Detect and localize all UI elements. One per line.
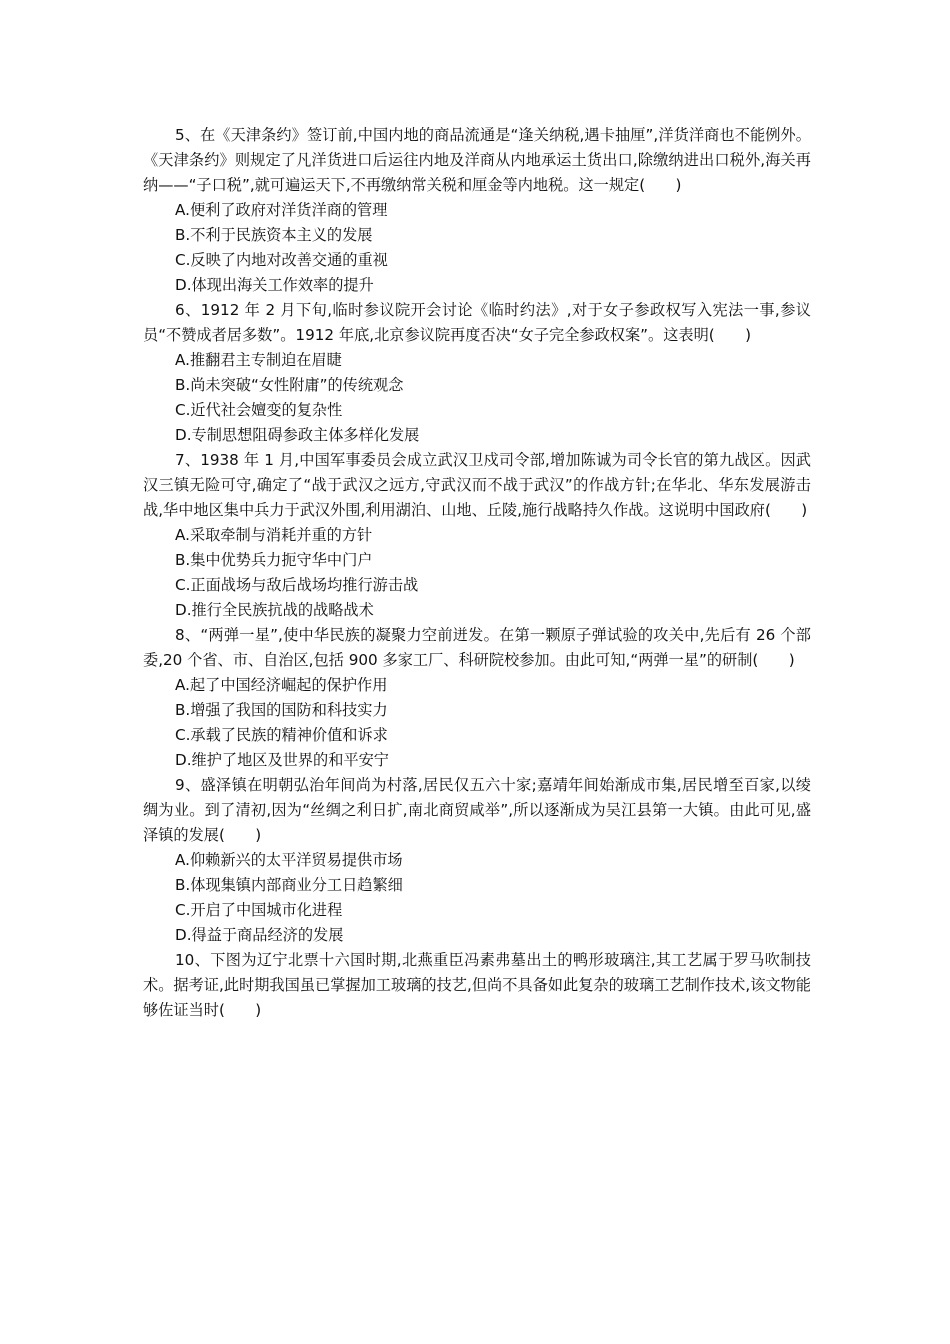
question-7 xyxy=(143,448,811,623)
option-d: D.得益于商品经济的发展 xyxy=(175,926,344,944)
question-6 xyxy=(143,298,811,448)
option-d: D.推行全民族抗战的战略战术 xyxy=(175,601,374,619)
question-list xyxy=(143,123,811,1023)
question-10 xyxy=(143,948,811,1023)
option-c: C.反映了内地对改善交通的重视 xyxy=(175,251,388,269)
option-a: A.仰赖新兴的太平洋贸易提供市场 xyxy=(175,851,403,869)
option-c: C.承载了民族的精神价值和诉求 xyxy=(175,726,388,744)
option-c: C.近代社会嬗变的复杂性 xyxy=(175,401,343,419)
option-d: D.维护了地区及世界的和平安宁 xyxy=(175,751,389,769)
option-c: C.开启了中国城市化进程 xyxy=(175,901,343,919)
option-b: B.增强了我国的国防和科技实力 xyxy=(175,701,388,719)
question-stem: 7、1938 年 1 月,中国军事委员会成立武汉卫戍司令部,增加陈诚为司令长官的第九战区。因武汉三镇无险可守,确定了“战于武汉之远方,守武汉而不战于武汉”的作战方针;在华北、华东发展游击战,华中地区集中兵力于武汉外围,利用湖泊、山地、丘陵,施行战略持久作战。这说明中国政府( ) xyxy=(143,451,811,519)
option-c: C.正面战场与敌后战场均推行游击战 xyxy=(175,576,419,594)
option-b: B.体现集镇内部商业分工日趋繁细 xyxy=(175,876,403,894)
option-d: D.体现出海关工作效率的提升 xyxy=(175,276,374,294)
question-stem: 6、1912 年 2 月下旬,临时参议院开会讨论《临时约法》,对于女子参政权写入宪法一事,参议员“不赞成者居多数”。1912 年底,北京参议院再度否决“女子完全参政权案”。这表明( ) xyxy=(143,301,811,344)
question-8 xyxy=(143,623,811,773)
option-a: A.采取牵制与消耗并重的方针 xyxy=(175,526,373,544)
question-stem: 9、盛泽镇在明朝弘治年间尚为村落,居民仅五六十家;嘉靖年间始渐成市集,居民增至百家,以绫绸为业。到了清初,因为“丝绸之利日扩,南北商贸咸举”,所以逐渐成为吴江县第一大镇。由此可见,盛泽镇的发展( ) xyxy=(143,776,811,844)
option-b: B.集中优势兵力扼守华中门户 xyxy=(175,551,373,569)
question-5 xyxy=(143,123,811,298)
option-a: A.推翻君主专制迫在眉睫 xyxy=(175,351,342,369)
question-stem: 10、下图为辽宁北票十六国时期,北燕重臣冯素弗墓出土的鸭形玻璃注,其工艺属于罗马吹制技术。据考证,此时期我国虽已掌握加工玻璃的技艺,但尚不具备如此复杂的玻璃工艺制作技术,该文物能够佐证当时( ) xyxy=(143,951,811,1019)
option-b: B.不利于民族资本主义的发展 xyxy=(175,226,373,244)
question-stem: 5、在《天津条约》签订前,中国内地的商品流通是“逢关纳税,遇卡抽厘”,洋货洋商也不能例外。《天津条约》则规定了凡洋货进口后运往内地及洋商从内地承运土货出口,除缴纳进出口税外,海关再纳——“子口税”,就可遍运天下,不再缴纳常关税和厘金等内地税。这一规定( ) xyxy=(143,126,811,194)
option-d: D.专制思想阻碍参政主体多样化发展 xyxy=(175,426,420,444)
question-stem: 8、“两弹一星”,使中华民族的凝聚力空前迸发。在第一颗原子弹试验的攻关中,先后有 26 个部委,20 个省、市、自治区,包括 900 多家工厂、科研院校参加。由此可知,“两弹一星”的研制( ) xyxy=(143,626,811,669)
option-a: A.起了中国经济崛起的保护作用 xyxy=(175,676,388,694)
question-9 xyxy=(143,773,811,948)
option-b: B.尚未突破“女性附庸”的传统观念 xyxy=(175,376,404,394)
option-a: A.便利了政府对洋货洋商的管理 xyxy=(175,201,388,219)
